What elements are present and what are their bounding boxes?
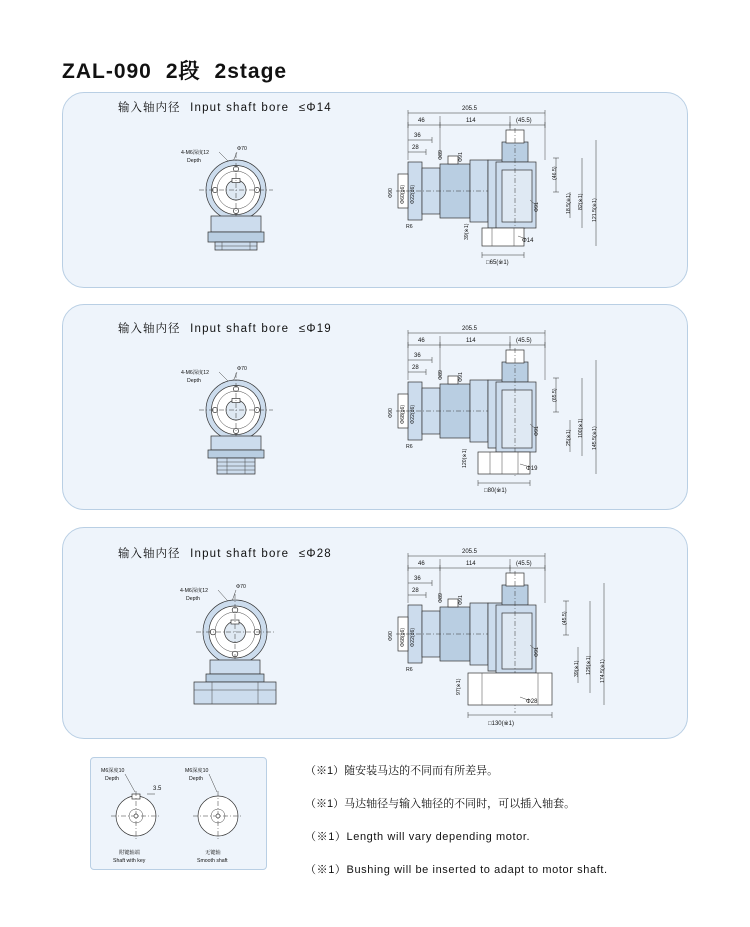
dim-e-1: 28 bbox=[412, 145, 419, 151]
dim-e-2: 28 bbox=[412, 365, 419, 371]
front-pcd-2: Φ70 bbox=[237, 366, 247, 372]
bore-label-en-1: Input shaft bore bbox=[190, 102, 290, 114]
dim-b-1: 114 bbox=[466, 118, 476, 124]
bore-label-cn-2: 输入轴内径 bbox=[118, 323, 181, 335]
bore-label-1 bbox=[118, 99, 332, 115]
dim-h1-2: (65.5) bbox=[552, 388, 558, 402]
front-view-bore-19 bbox=[175, 348, 325, 493]
legend-right-caption-en: Smooth shaft bbox=[197, 858, 228, 864]
dim-g-2: Φ91 bbox=[458, 372, 464, 382]
dim-output-shaft-3: Φ22(d6) bbox=[410, 627, 416, 647]
dim-d-3: 36 bbox=[414, 576, 421, 582]
dim-c-3: (45.5) bbox=[516, 561, 532, 567]
dim-f-3: Φ89 bbox=[438, 593, 444, 603]
dim-total-length-3: 205.5 bbox=[462, 549, 478, 555]
front-view-bore-28 bbox=[172, 570, 327, 720]
dim-key-width-3: R6 bbox=[406, 667, 413, 673]
bore-label-en-2: Input shaft bore bbox=[190, 323, 290, 335]
dim-h4-1: 121.5(※1) bbox=[592, 198, 598, 222]
dim-g-1: Φ91 bbox=[458, 152, 464, 162]
bore-label-2 bbox=[118, 320, 332, 336]
dim-b-3: 114 bbox=[466, 561, 476, 567]
dim-h3-3: 129(※1) bbox=[586, 655, 592, 675]
front-bolt-note-cn-1: 4-M6深度12 bbox=[181, 150, 209, 156]
dim-d-1: 36 bbox=[414, 133, 421, 139]
title-model: ZAL-090 bbox=[62, 60, 152, 83]
note-3: （※1）Length will vary depending motor. bbox=[305, 831, 531, 843]
dim-flange-od-2: Φ90 bbox=[388, 408, 394, 418]
dim-c-2: (45.5) bbox=[516, 338, 532, 344]
dim-motor-flange-3: □130(※1) bbox=[488, 721, 514, 727]
title-stage-cn: 2段 bbox=[165, 60, 201, 83]
front-pcd-3: Φ70 bbox=[236, 584, 246, 590]
bore-label-cn-1: 输入轴内径 bbox=[118, 102, 181, 114]
legend-left-caption-en: Shaft with key bbox=[113, 858, 146, 864]
dim-h2-1: 18.5(※1) bbox=[566, 193, 572, 214]
front-pcd-1: Φ70 bbox=[237, 146, 247, 152]
dim-bottom-3: 97(※1) bbox=[456, 678, 462, 695]
bore-label-3 bbox=[118, 545, 332, 561]
dim-i-3: Φ28 bbox=[526, 699, 538, 705]
front-view-bore-14 bbox=[175, 128, 325, 268]
dim-a-2: 46 bbox=[418, 338, 425, 344]
legend-left-note-en: Depth bbox=[105, 776, 119, 782]
front-bolt-note-en-1: Depth bbox=[187, 158, 201, 164]
bore-value-3: ≤Φ28 bbox=[298, 548, 332, 560]
legend-left-note-cn: M6深度10 bbox=[101, 768, 125, 774]
bore-value-2: ≤Φ19 bbox=[298, 323, 332, 335]
dim-h3-1: 82(※1) bbox=[578, 193, 584, 210]
dim-a-1: 46 bbox=[418, 118, 425, 124]
side-view-bore-28 bbox=[370, 543, 640, 738]
page-title bbox=[62, 55, 287, 85]
dim-flange-od-3: Φ90 bbox=[388, 631, 394, 641]
dim-a-3: 46 bbox=[418, 561, 425, 567]
dim-pilot-2: Φ68(g6) bbox=[400, 404, 406, 424]
dim-key-width-1: R6 bbox=[406, 224, 413, 230]
legend-right-note-en: Depth bbox=[189, 776, 203, 782]
dim-i-1: Φ14 bbox=[522, 238, 534, 244]
dim-b-2: 114 bbox=[466, 338, 476, 344]
dim-motor-flange-1: □65(※1) bbox=[486, 260, 509, 266]
dim-pilot-1: Φ60(g6) bbox=[400, 184, 406, 204]
legend-dim: 3.5 bbox=[153, 786, 162, 792]
bore-label-cn-3: 输入轴内径 bbox=[118, 548, 181, 560]
dim-g-3: Φ91 bbox=[458, 595, 464, 605]
notes-list bbox=[305, 762, 705, 894]
dim-c-1: (45.5) bbox=[516, 118, 532, 124]
dim-h2-2: 25(※1) bbox=[566, 429, 572, 446]
front-bolt-note-en-2: Depth bbox=[187, 378, 201, 384]
dim-total-length-1: 205.5 bbox=[462, 106, 478, 112]
dim-bottom-2: 120(※1) bbox=[462, 448, 468, 468]
front-bolt-note-cn-3: 4-M6深度12 bbox=[180, 588, 208, 594]
bore-value-1: ≤Φ14 bbox=[298, 102, 332, 114]
legend-left-caption-cn: 附键轴端 bbox=[119, 850, 140, 856]
dim-h1-1: (46.5) bbox=[552, 166, 558, 180]
dim-pilot-3: Φ68(g6) bbox=[400, 627, 406, 647]
dim-h-1: Φ91 bbox=[534, 202, 540, 212]
note-1: （※1）随安装马达的不同而有所差异。 bbox=[305, 765, 499, 777]
side-view-bore-14 bbox=[370, 100, 640, 280]
side-view-bore-19 bbox=[370, 320, 640, 510]
dim-h2-3: 39(※1) bbox=[574, 660, 580, 677]
dim-total-length-2: 205.5 bbox=[462, 326, 478, 332]
dim-output-shaft-2: Φ22(d6) bbox=[410, 404, 416, 424]
dim-f-1: Φ89 bbox=[438, 150, 444, 160]
dim-key-width-2: R6 bbox=[406, 444, 413, 450]
note-4: （※1）Bushing will be inserted to adapt to motor shaft. bbox=[305, 864, 608, 876]
dim-i-2: Φ19 bbox=[526, 466, 538, 472]
legend-right-caption-cn: 无键轴 bbox=[205, 850, 221, 856]
dim-output-shaft-1: Φ22(d6) bbox=[410, 184, 416, 204]
dim-d-2: 36 bbox=[414, 353, 421, 359]
note-2: （※1）马达轴径与输入轴径的不同时，可以插入轴套。 bbox=[305, 798, 576, 810]
dim-bottom-1: 39(※1) bbox=[464, 223, 470, 240]
front-bolt-note-en-3: Depth bbox=[186, 596, 200, 602]
front-bolt-note-cn-2: 4-M6深度12 bbox=[181, 370, 209, 376]
dim-h1-3: (45.5) bbox=[562, 611, 568, 625]
bore-label-en-3: Input shaft bore bbox=[190, 548, 290, 560]
dim-motor-flange-2: □80(※1) bbox=[484, 488, 507, 494]
dim-flange-od-1: Φ90 bbox=[388, 188, 394, 198]
dim-h-3: Φ91 bbox=[534, 647, 540, 657]
dim-f-2: Φ89 bbox=[438, 370, 444, 380]
dim-h4-3: 174.5(※1) bbox=[600, 659, 606, 683]
dim-h4-2: 145.5(※1) bbox=[592, 426, 598, 450]
shaft-end-legend bbox=[90, 757, 267, 870]
legend-right-note-cn: M6深度10 bbox=[185, 768, 209, 774]
dim-h3-2: 100(※1) bbox=[578, 418, 584, 438]
dim-h-2: Φ91 bbox=[534, 426, 540, 436]
title-stage-en: 2stage bbox=[214, 60, 288, 83]
dim-e-3: 28 bbox=[412, 588, 419, 594]
